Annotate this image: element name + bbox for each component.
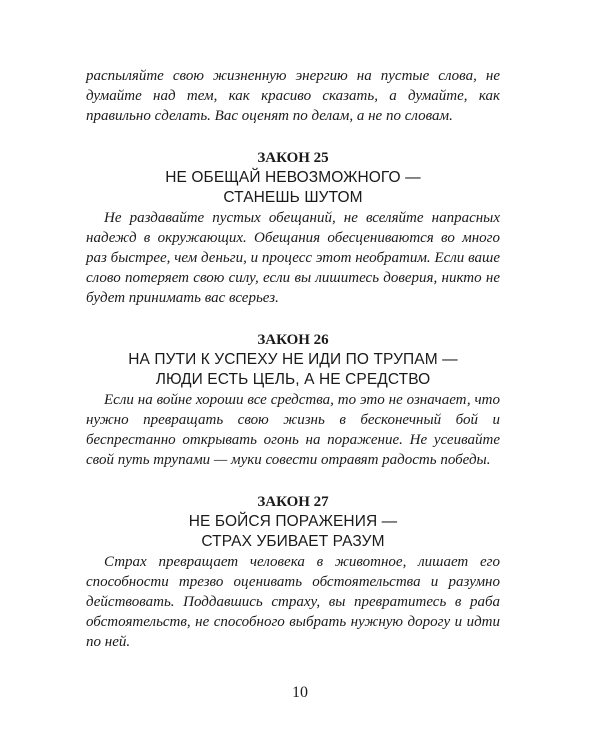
page-body: [86, 66, 500, 652]
law-title-line1: НЕ ОБЕЩАЙ НЕВОЗМОЖНОГО —: [165, 169, 421, 186]
law-number: ЗАКОН 27: [257, 494, 329, 510]
law-number: ЗАКОН 26: [257, 332, 329, 348]
law-27: [86, 492, 500, 652]
law-text: Если на войне хороши все средства, то это не означает, что нужно превращать свою жизнь в бесконечный бой и беспрестанно открывать огонь на поражение. Не усеивайте свой путь трупами — муки совести отравят радость победы.: [86, 392, 500, 468]
law-text: Не раздавайте пустых обещаний, не вселяйте напрасных надежд в окружающих. Обещания обесцениваются во много раз быстрее, чем деньги, и процесс этот необратим. Если ваше слово потеряет свою силу, если вы лишитесь доверия, никто не будет принимать вас всерьез.: [86, 210, 500, 306]
law-title-line2: СТАНЕШЬ ШУТОМ: [223, 189, 363, 206]
law-26: [86, 330, 500, 470]
law-title-line2: СТРАХ УБИВАЕТ РАЗУМ: [201, 533, 385, 550]
law-number: ЗАКОН 25: [257, 150, 329, 166]
law-25: [86, 148, 500, 308]
page-number: 10: [292, 684, 308, 701]
law-title-line1: НЕ БОЙСЯ ПОРАЖЕНИЯ —: [188, 513, 398, 530]
law-text: Страх превращает человека в животное, лишает его способности трезво оценивать обстоятельства и разумно действовать. Поддавшись страху, вы превратитесь в раба обстоятельств, не способного выбрать нужную дорогу и идти по ней.: [86, 554, 500, 650]
law-title-line2: ЛЮДИ ЕСТЬ ЦЕЛЬ, А НЕ СРЕДСТВО: [155, 371, 431, 388]
law-title-line1: НА ПУТИ К УСПЕХУ НЕ ИДИ ПО ТРУПАМ —: [128, 351, 458, 368]
intro-paragraph: распыляйте свою жизненную энергию на пустые слова, не думайте над тем, как красиво сказать, а думайте, как правильно сделать. Вас оценят по делам, а не по словам.: [86, 68, 500, 124]
